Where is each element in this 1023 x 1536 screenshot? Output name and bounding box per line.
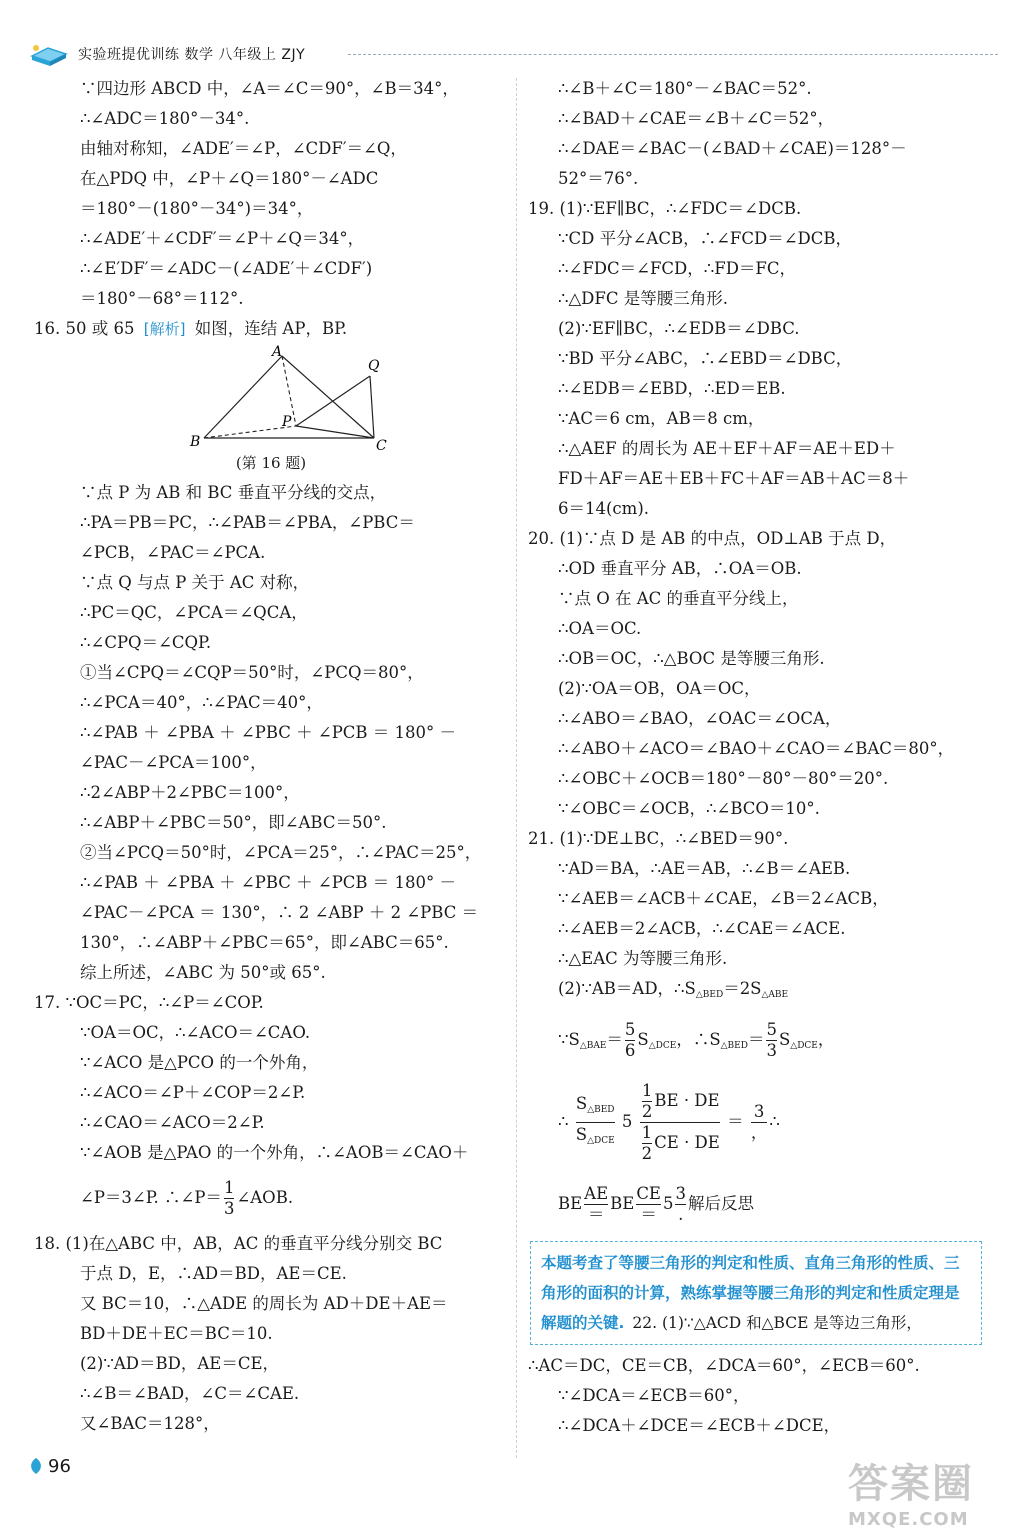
numerator: 3 [675,1184,686,1203]
text-line: 18. (1)在△ABC 中，AB，AC 的垂直平分线分别交 BC [34,1234,443,1253]
denominator: ＝ [636,1204,661,1225]
text-line: ∴PC＝QC，∠PCA＝∠QCA， [80,603,308,622]
text-line: (2)∵OA＝OB，OA＝OC， [558,679,761,698]
text-part: BE · DE [654,1091,720,1110]
figure-caption: (第 16 题) [235,454,307,472]
text-line: 52°＝76°. [558,169,639,188]
text-line: ∴2∠ABP＋2∠PBC＝100°， [80,783,300,802]
subscript: △BED [720,1041,748,1051]
label-C: C [376,438,387,454]
text-line: ∵BD 平分∠ABC，∴∠EBD＝∠DBC， [558,349,853,368]
text-line: 由轴对称知，∠ADE′＝∠P，∠CDF′＝∠Q， [80,139,407,158]
reflection-tag: 本题考查了等腰三角形的判定和性质、直角三角形的性质、三角形的面积的计算，熟练掌握等腰三角形的判定和性质定理是解题的关键. [541,1254,960,1332]
watermark [848,1452,1018,1532]
subscript: △ABE [761,990,789,1000]
text-part: 5 [662,1194,674,1213]
fraction [224,1178,235,1219]
reflection-box [530,1241,982,1345]
text-line: ∴∠DCA＋∠DCE＝∠ECB＋∠DCE， [558,1416,841,1435]
denominator: 3 [223,1199,235,1218]
fraction [766,1020,777,1061]
text-part: ， [817,1030,835,1049]
subscript: △DCE [587,1136,615,1146]
numerator: 1 [223,1178,235,1197]
denominator [640,1122,720,1164]
text-line: ②当∠PCQ＝50°时，∠PCA＝25°，∴∠PAC＝25°， [80,843,482,862]
text-line: ∴∠ABP＋∠PBC＝50°，即∠ABC＝50°. [80,813,387,832]
fraction [625,1020,636,1061]
text-line: ∴PA＝PB＝PC，∴∠PAB＝∠PBA，∠PBC＝ [80,513,415,532]
ratio-fraction-line [528,1071,990,1174]
question-16-answer [34,314,508,344]
text-line: ∵点 Q 与点 P 关于 AC 对称， [80,573,310,592]
text-line: (2)∵EF∥BC，∴∠EDB＝∠DBC. [558,319,800,338]
area-ratio-line [528,1010,990,1071]
numerator: 5 [766,1020,777,1039]
geometry-figure [34,344,508,478]
text-line: ∴∠BAD＋∠CAE＝∠B＋∠C＝52°， [558,109,835,128]
header-rule [348,54,998,55]
denominator: 3 [766,1041,777,1060]
text-line: ∴OB＝OC，∴△BOC 是等腰三角形. [558,649,825,668]
text-line: ∴OD 垂直平分 AB，∴OA＝OB. [558,559,802,578]
reflection-text: 22. (1)∵△ACD 和△BCE 是等边三角形， [632,1314,922,1332]
denominator [576,1122,615,1153]
subscript: △BAE [579,1041,607,1051]
text-part: S [575,1125,588,1144]
text-line: 又 BC＝10，∴△ADE 的周长为 AD＋DE＋AE＝ [80,1294,448,1313]
text-line: ∴∠ABO＝∠BAO，∠OAC＝∠OCA， [558,709,842,728]
header-title: 实验班提优训练 数学 八年级上 ZJY [78,47,306,63]
text-line: 综上所述，∠ABC 为 50°或 65°. [80,963,326,982]
text-line: ∵∠AEB＝∠ACB＋∠CAE，∠B＝2∠ACB， [558,889,889,908]
subscript: △BED [695,990,724,1000]
text-line: BD＋DE＋EC＝BC＝10. [80,1324,273,1343]
fraction [584,1184,608,1225]
text-part: CE · DE [654,1133,720,1152]
text-line: ＝180°－(180°－34°)＝34°， [80,199,314,218]
text-part: ＝ [606,1030,623,1049]
left-column [34,74,508,1439]
text-line: ∴∠AEB＝2∠ACB，∴∠CAE＝∠ACE. [558,919,846,938]
text-line: FD＋AF＝AE＋EB＋FC＋AF＝AB＋AC＝8＋ [558,469,910,488]
text-line: 在△PDQ 中，∠P＋∠Q＝180°－∠ADC [80,169,379,188]
text-line: 21. (1)∵DE⊥BC，∴∠BED＝90°. [528,829,789,848]
text-part: ∵S [558,1030,580,1049]
text-line: ∵OA＝OC，∴∠ACO＝∠CAO. [80,1023,311,1042]
text-line: ∴∠ACO＝∠P＋∠COP＝2∠P. [80,1083,306,1102]
text-line: ∴∠CPQ＝∠CQP. [80,633,212,652]
denominator: ＝ [584,1204,608,1225]
numerator: 3 [753,1102,765,1121]
text-line: 130°，∴∠ABP＋∠PBC＝65°，即∠ABC＝65°. [80,933,449,952]
area-line [528,974,990,1010]
text-part: S [575,1094,588,1113]
text-line: ∵∠OBC＝∠OCB，∴∠BCO＝10°. [558,799,820,818]
text-line: 17. ∵OC＝PC，∴∠P＝∠COP. [34,993,264,1012]
text-line: ①当∠CPQ＝∠CQP＝50°时，∠PCQ＝80°， [80,663,424,682]
numerator [576,1092,615,1122]
text-line: ∠PAC－∠PCA＝100°， [80,753,267,772]
text-part: 解后反思 [687,1194,754,1213]
subscript: △DCE [790,1041,818,1051]
text-line: 20. (1)∵点 D 是 AB 的中点，OD⊥AB 于点 D， [528,529,897,548]
page-header [28,40,978,70]
text-line: ∴△AEF 的周长为 AE＋EF＋AF＝AE＋ED＋ [558,439,896,458]
fraction [642,1123,653,1164]
text-part: ，∴S [676,1030,721,1049]
text-line: ∴∠DAE＝∠BAC－(∠BAD＋∠CAE)＝128°－ [558,139,907,158]
fraction [640,1081,720,1164]
fraction [751,1102,768,1143]
text-line: ∴∠E′DF′＝∠ADC－(∠ADE′＋∠CDF′) [80,259,373,278]
text-part: ∠P＝3∠P. ∴∠P＝ [80,1188,222,1207]
numerator: 1 [641,1081,653,1100]
right-column [528,74,990,1441]
book-icon [28,40,70,68]
subscript: △BED [587,1105,615,1115]
text-part: BE [558,1194,583,1213]
watermark-line: MXQE.COM [848,1509,969,1530]
denominator: 2 [641,1144,653,1163]
denominator: 2 [641,1102,653,1121]
analysis-text: 如图，连结 AP，BP. [194,319,348,338]
answer-text: 16. 50 或 65 [34,319,135,338]
text-line: ∵∠DCA＝∠ECB＝60°， [558,1386,750,1405]
fraction-line [34,1168,508,1229]
text-line: ∴∠ADC＝180°－34°. [80,109,250,128]
text-line: ∠PAC－∠PCA ＝ 130°，∴ 2 ∠ABP ＋ 2 ∠PBC ＝ [80,903,479,922]
text-line: ∵CD 平分∠ACB，∴∠FCD＝∠DCB， [558,229,853,248]
numerator: 1 [641,1123,653,1142]
label-Q: Q [368,358,380,374]
text-line: ∴∠B＝∠BAD，∠C＝∠CAE. [80,1384,300,1403]
text-line: ∴∠OBC＋∠OCB＝180°－80°－80°＝20°. [558,769,889,788]
text-line: ∵四边形 ABCD 中，∠A＝∠C＝90°，∠B＝34°， [80,79,459,98]
text-line: ∴∠PAB ＋ ∠PBA ＋ ∠PBC ＋ ∠PCB ＝ 180° － [80,723,457,742]
denominator: . [675,1204,686,1225]
text-part: ∴ [769,1112,780,1131]
text-line: ∴∠B＋∠C＝180°－∠BAC＝52°. [558,79,812,98]
text-line: ∵∠ACO 是△PCO 的一个外角， [80,1053,319,1072]
text-line: ∴△DFC 是等腰三角形. [558,289,728,308]
text-line: ∠PCB，∠PAC＝∠PCA. [80,543,266,562]
leaf-icon [28,1457,44,1475]
label-P: P [282,414,292,430]
text-part: BE [610,1194,635,1213]
text-part: (2)∵AB＝AD，∴S [558,979,696,998]
label-B: B [190,434,201,450]
text-line: 6＝14(cm). [558,499,649,518]
ratio-result-line [528,1174,990,1235]
text-line: ∵AC＝6 cm，AB＝8 cm， [558,409,765,428]
label-A: A [272,344,283,360]
text-line: ∴∠ADE′＋∠CDF′＝∠P＋∠Q＝34°， [80,229,365,248]
text-line: 于点 D，E，∴AD＝BD，AE＝CE. [80,1264,347,1283]
text-line: ∴AC＝DC，CE＝CB，∠DCA＝60°，∠ECB＝60°. [528,1356,920,1375]
text-part: ＝ [747,1030,765,1049]
text-part: ∴ [558,1112,569,1131]
text-line: (2)∵AD＝BD，AE＝CE， [80,1354,279,1373]
text-line: ∵AD＝BA，∴AE＝AB，∴∠B＝∠AEB. [558,859,851,878]
numerator: AE [584,1184,609,1203]
text-part: ＝ [727,1112,744,1131]
fraction [576,1092,615,1153]
text-line: ∴∠PAB ＋ ∠PBA ＋ ∠PBC ＋ ∠PCB ＝ 180° － [80,873,457,892]
numerator: CE [636,1184,661,1203]
denominator: ， [750,1123,768,1142]
text-line: ∵∠AOB 是△PAO 的一个外角，∴∠AOB＝∠CAO＋ [80,1143,469,1162]
numerator [640,1081,720,1122]
column-divider [516,78,517,1458]
fraction [636,1184,661,1225]
text-part: S [637,1030,649,1049]
text-line: ∴∠EDB＝∠EBD，∴ED＝EB. [558,379,786,398]
text-part: S [778,1030,791,1049]
text-line: 又∠BAC＝128°， [80,1414,220,1433]
text-line: ∴∠CAO＝∠ACO＝2∠P. [80,1113,265,1132]
fraction [675,1184,686,1225]
text-part: ＝2S [723,979,762,998]
text-part: 5 [621,1112,633,1131]
text-line: 19. (1)∵EF∥BC，∴∠FDC＝∠DCB. [528,199,802,218]
triangle-diagram [184,344,387,454]
text-line: ∵点 O 在 AC 的垂直平分线上， [558,589,799,608]
page-number [28,1456,71,1477]
fraction [642,1081,653,1122]
text-line: ∴△EAC 为等腰三角形. [558,949,728,968]
text-line: ∴OA＝OC. [558,619,642,638]
denominator: 6 [624,1041,636,1060]
numerator: 5 [624,1020,636,1039]
text-line: ∴∠ABO＋∠ACO＝∠BAO＋∠CAO＝∠BAC＝80°， [558,739,955,758]
text-part: ∠AOB. [236,1188,294,1207]
text-line: ∴∠PCA＝40°，∴∠PAC＝40°， [80,693,323,712]
text-line: ＝180°－68°＝112°. [80,289,244,308]
text-line: ∴∠FDC＝∠FCD，∴FD＝FC， [558,259,797,278]
watermark-line: 答案圈 [848,1461,974,1507]
text-line: ∵点 P 为 AB 和 BC 垂直平分线的交点， [80,483,387,502]
analysis-tag: [解析] [143,320,186,338]
subscript: △DCE [648,1041,677,1051]
page-number-text: 96 [48,1456,71,1477]
